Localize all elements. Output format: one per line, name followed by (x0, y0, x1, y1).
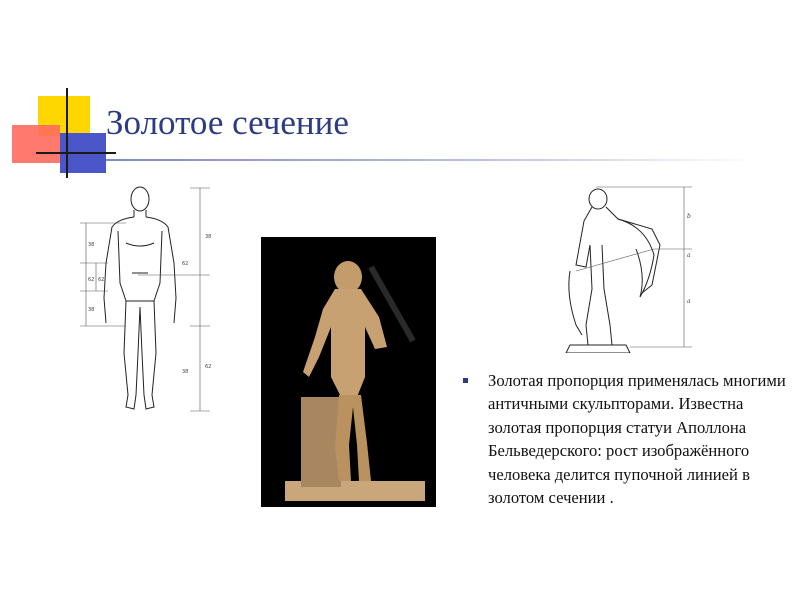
left-label-1: 62 (182, 261, 189, 267)
left-label-0: 38 (205, 234, 212, 240)
right-label-0: b (687, 213, 691, 220)
decor-vertical-line (66, 88, 68, 178)
human-proportion-figure (78, 183, 218, 415)
left-label-3: 38 (182, 369, 189, 375)
statue-photo (261, 237, 436, 507)
left-label-6: 38 (88, 307, 95, 313)
bullet-marker (463, 378, 468, 383)
title-underline (106, 159, 756, 161)
left-label-2: 62 (205, 364, 212, 370)
right-label-2: a (687, 252, 691, 259)
apollo-belvedere-drawing (556, 185, 702, 353)
decor-red-square (12, 125, 60, 163)
decor-horizontal-line (36, 152, 116, 154)
slide-title: Золотое сечение (106, 103, 349, 142)
left-label-5: 62 (88, 277, 95, 283)
left-label-7: 62 (98, 277, 105, 283)
left-label-4: 38 (88, 242, 95, 248)
bullet-text: Золотая пропорция применялась многими античными скульпторами. Известна золотая пропорция статуи Аполлона Бельведерского: рост изображённого человека делится пупочной линией в золотом сечении . (488, 371, 786, 508)
right-label-1: a (687, 298, 691, 305)
